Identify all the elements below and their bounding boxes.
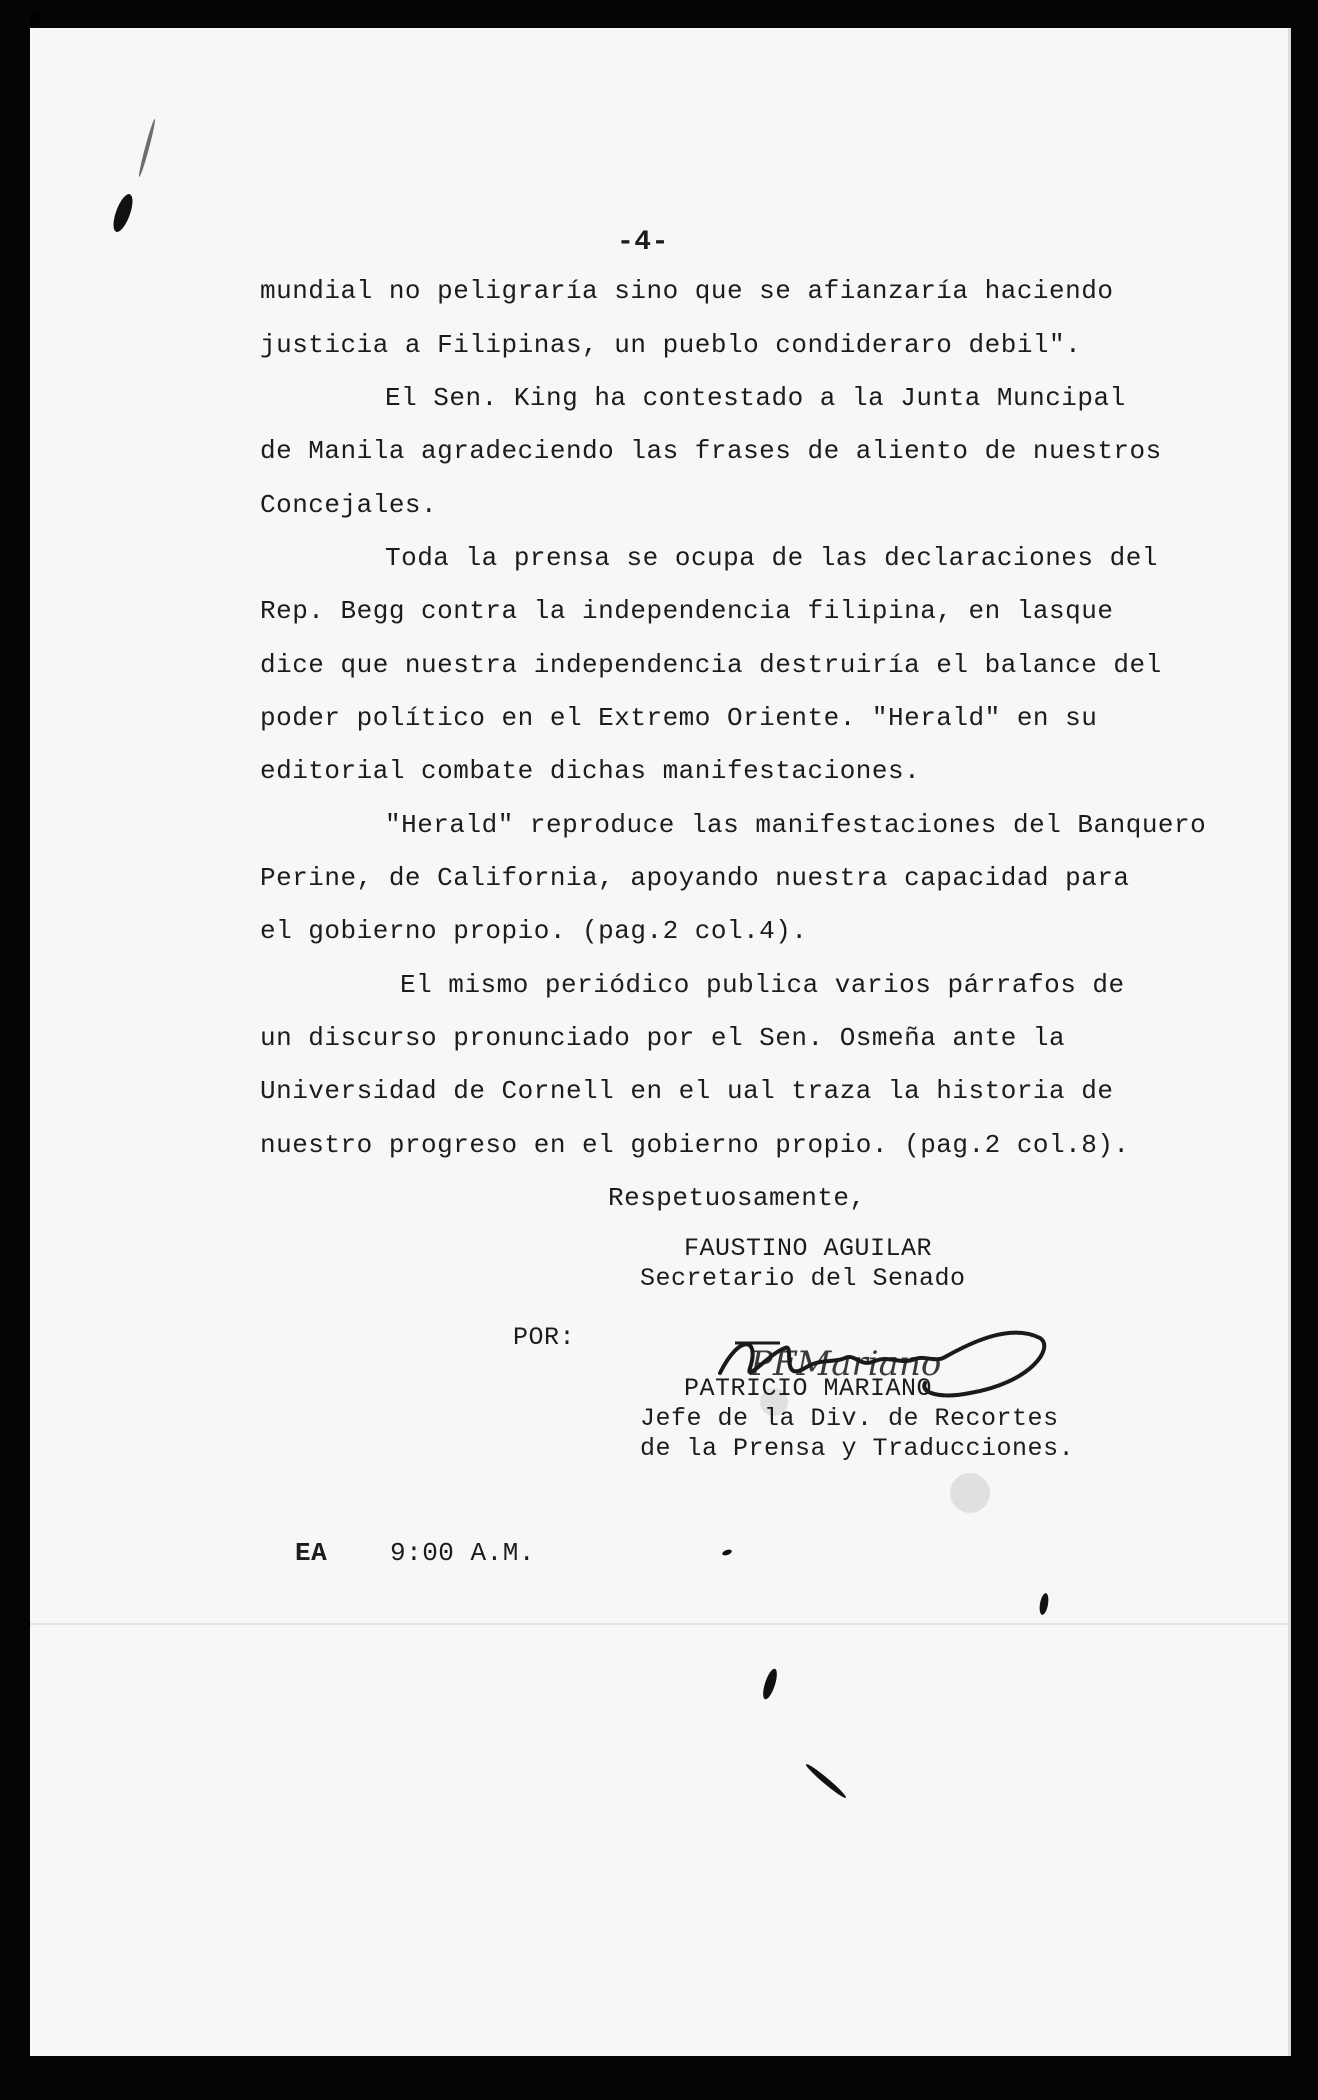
body-line: un discurso pronunciado por el Sen. Osmeña ante la <box>260 1023 1066 1053</box>
body-line: de Manila agradeciendo las frases de aliento de nuestros <box>260 436 1162 466</box>
body-line: "Herald" reproduce las manifestaciones del Banquero <box>385 810 1207 840</box>
body-line: Perine, de California, apoyando nuestra capacidad para <box>260 863 1130 893</box>
paper-stain <box>950 1473 990 1513</box>
second-signer-name: PATRICIO MARIANO <box>684 1374 933 1403</box>
second-signer-title: de la Prensa y Traducciones. <box>640 1434 1075 1463</box>
closing: Respetuosamente, <box>608 1183 866 1213</box>
ink-smudge <box>110 192 137 234</box>
ink-smudge <box>137 119 156 178</box>
second-signer-title: Jefe de la Div. de Recortes <box>640 1404 1059 1433</box>
fold-line <box>30 1623 1288 1625</box>
ink-smudge <box>804 1762 848 1800</box>
body-line: El Sen. King ha contestado a la Junta Muncipal <box>385 383 1126 413</box>
ink-smudge <box>721 1548 732 1556</box>
signer-name: FAUSTINO AGUILAR <box>684 1234 933 1263</box>
typist-initials: EA <box>295 1538 328 1568</box>
body-line: Rep. Begg contra la independencia filipina, en lasque <box>260 596 1114 626</box>
body-line: poder político en el Extremo Oriente. "Herald" en su <box>260 703 1098 733</box>
ink-smudge <box>1038 1592 1050 1615</box>
punch-hole <box>30 12 40 26</box>
signer-title: Secretario del Senado <box>640 1264 966 1293</box>
body-line: justicia a Filipinas, un pueblo condideraro debil". <box>260 330 1082 360</box>
body-line: el gobierno propio. (pag.2 col.4). <box>260 916 808 946</box>
paper-sheet <box>30 28 1291 2056</box>
body-line: Toda la prensa se ocupa de las declaraciones del <box>385 543 1158 573</box>
body-line: editorial combate dichas manifestaciones. <box>260 756 921 786</box>
page-number: -4- <box>617 227 669 258</box>
signature-lettering: PFMariano <box>750 1344 942 1384</box>
time-stamp: 9:00 A.M. <box>390 1538 535 1568</box>
body-line: Concejales. <box>260 490 438 520</box>
body-line: El mismo periódico publica varios párrafos de <box>400 970 1125 1000</box>
body-line: mundial no peligraría sino que se afianzaría haciendo <box>260 276 1114 306</box>
por-label: POR: <box>513 1323 576 1352</box>
body-line: nuestro progreso en el gobierno propio. (pag.2 col.8). <box>260 1130 1130 1160</box>
body-line: Universidad de Cornell en el ual traza la historia de <box>260 1076 1114 1106</box>
ink-smudge <box>760 1667 779 1701</box>
body-line: dice que nuestra independencia destruiría el balance del <box>260 650 1162 680</box>
